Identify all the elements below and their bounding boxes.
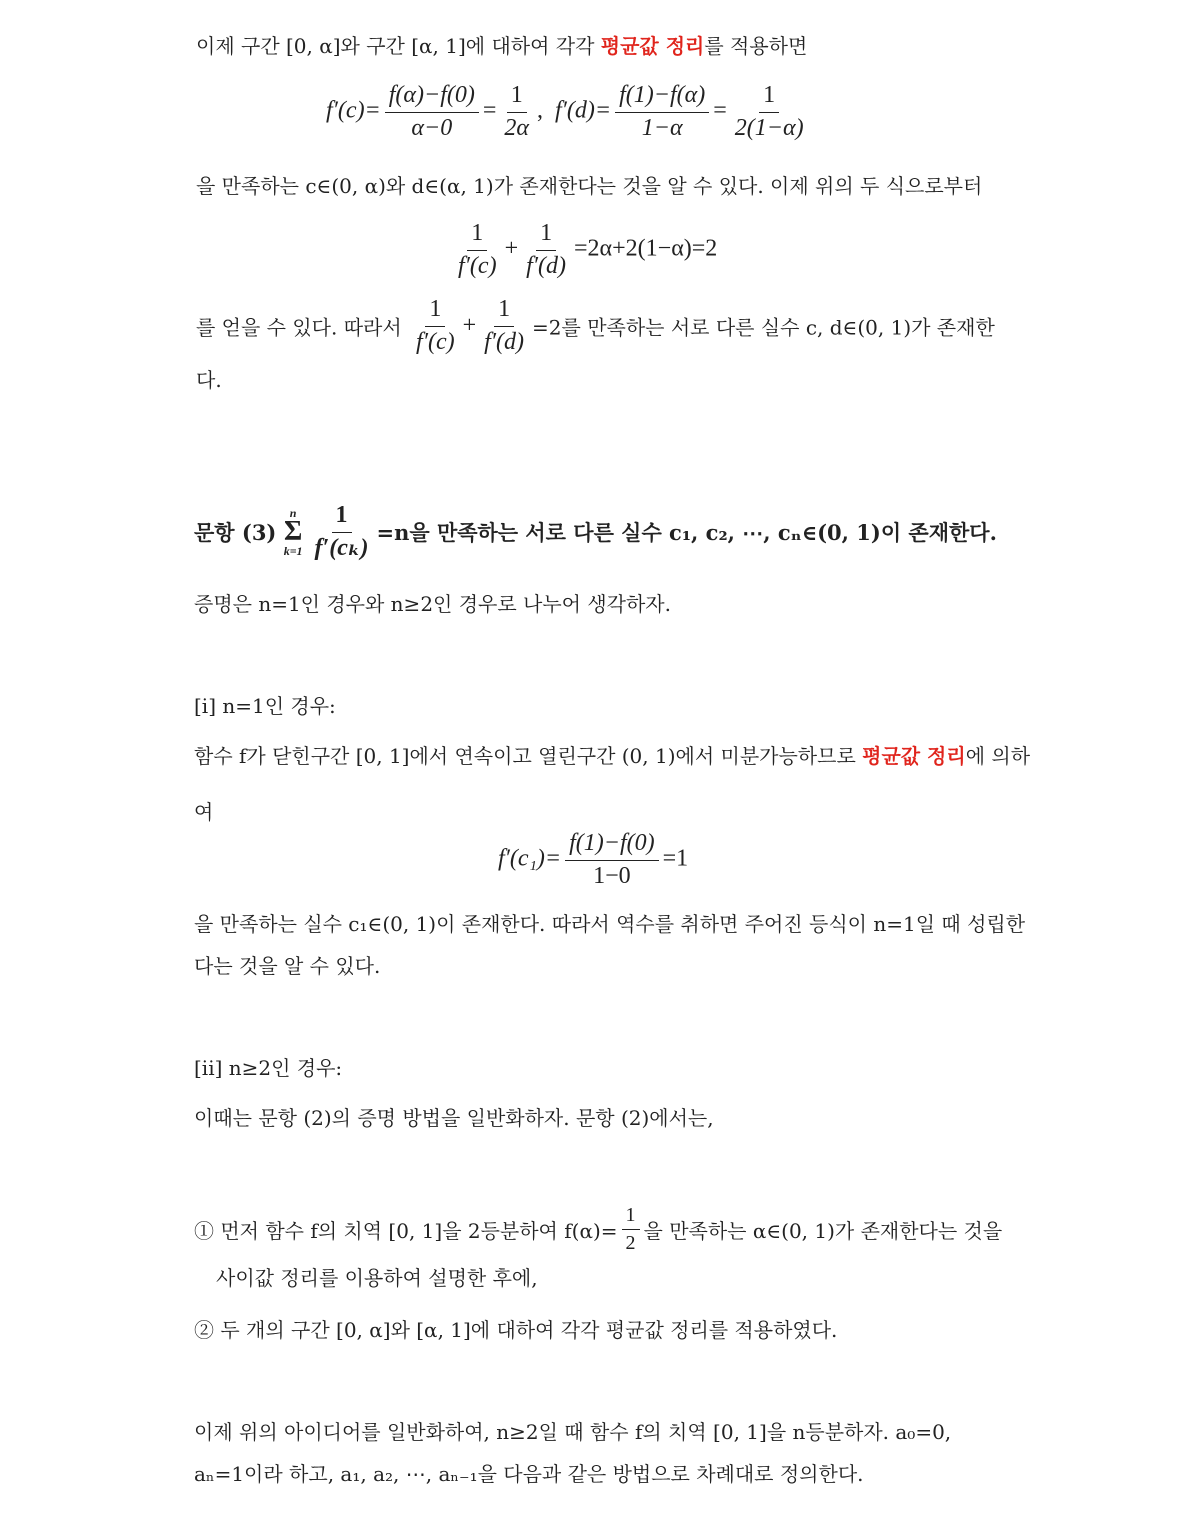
- case-1-after-1: 을 만족하는 실수 c₁∈(0, 1)이 존재한다. 따라서 역수를 취하면 주어진 등식이 n=1일 때 성립한: [194, 912, 1026, 936]
- case-1-line-1: 함수 f가 닫힌구간 [0, 1]에서 연속이고 열린구간 (0, 1)에서 미분가능하므로 평균값 정리에 의하: [194, 744, 1031, 768]
- eq-lhs: f′(d)=: [555, 97, 612, 124]
- text: 이제 구간 [0, α]와 구간 [α, 1]에 대하여 각각: [196, 34, 601, 58]
- case-1-after-2: 다는 것을 알 수 있다.: [194, 954, 381, 978]
- equation-derivatives: f′(c)= $\frac{f(\alpha)-f(0)}{\alpha-0}$ = $\frac{1}{2\alpha}$ , f′(d)= $\frac{f(1)-f(\alpha)}{1-\alpha}$ = $\frac{1}{2(1-\alpha)}$: [326, 82, 812, 142]
- paragraph-mean-value-intro: [196, 30, 807, 59]
- fraction: $\frac{1}{2\alpha}$: [504, 82, 530, 141]
- case-2-final-2: aₙ=1이라 하고, a₁, a₂, ⋯, aₙ₋₁을 다음과 같은 방법으로 차례대로 정의한다.: [194, 1462, 864, 1486]
- fraction: $\frac{1}{f'(d)}$: [526, 220, 567, 279]
- question-3-statement: 문항 (3) n Σ k=1 $\frac{1}{\text{f′(cₖ)}}$ =n을 만족하는 서로 다른 실수 c₁, c₂, ⋯, cₙ∈(0, 1)이 존재한다.: [194, 502, 997, 561]
- paragraph-existence-c-d: 을 만족하는 c∈(0, α)와 d∈(α, 1)가 존재한다는 것을 알 수 있다. 이제 위의 두 식으로부터: [196, 174, 983, 198]
- fraction: $\frac{1}{2(1-\alpha)}$: [734, 82, 804, 141]
- highlight-mean-value-theorem: 평균값 정리: [600, 34, 705, 58]
- fraction: $\frac{1}{f'(d)}$: [484, 296, 525, 355]
- fraction: $\frac{1}{f'(c)}$: [458, 220, 497, 279]
- fraction: $\frac{1}{f'(c)}$: [416, 296, 455, 355]
- eq-lhs: f′(c)=: [326, 97, 381, 124]
- case-2-final-1: 이제 위의 아이디어를 일반화하여, n≥2일 때 함수 f의 치역 [0, 1]을 n등분하자. a₀=0,: [194, 1420, 952, 1444]
- case-2-line-1: 이때는 문항 (2)의 증명 방법을 일반화하자. 문항 (2)에서는,: [194, 1106, 714, 1130]
- fraction: $\frac{f(\alpha)-f(0)}{\alpha-0}$: [385, 82, 479, 142]
- case-2-item-2: ② 두 개의 구간 [0, α]와 [α, 1]에 대하여 각각 평균값 정리를 적용하였다.: [194, 1318, 838, 1342]
- case-1-title: [i] n=1인 경우:: [194, 694, 336, 718]
- fraction: $\frac{1}{\text{f′(cₖ)}}$: [314, 502, 369, 561]
- question-label: 문항 (3): [194, 520, 277, 546]
- fraction: $\frac{1}{2}$: [622, 1204, 640, 1255]
- summation-symbol: n Σ k=1: [283, 505, 303, 559]
- case-2-item-1: ① 먼저 함수 f의 치역 [0, 1]을 2등분하여 f(α)= $\frac{1}{2}$ 을 만족하는 α∈(0, 1)가 존재한다는 것을: [194, 1204, 1003, 1254]
- equation-reciprocal-sum: $\frac{1}{f'(c)}$ + $\frac{1}{f'(d)}$ =2α+2(1−α)=2: [450, 220, 717, 280]
- highlight-mean-value-theorem: 평균값 정리: [862, 744, 966, 768]
- case-2-item-1-cont: 사이값 정리를 이용하여 설명한 후에,: [216, 1266, 538, 1290]
- fraction: $\frac{f(1)-f(\alpha)}{1-\alpha}$: [615, 82, 709, 142]
- case-1-line-2: 여: [194, 800, 214, 824]
- paragraph-conclusion-q2: 를 얻을 수 있다. 따라서 $\frac{1}{f'(c)}$ + $\frac{1}{f'(d)}$ =2를 만족하는 서로 다른 실수 c, d∈(0, 1)가 존재한: [196, 296, 995, 355]
- text: 를 적용하면: [704, 34, 808, 58]
- case-2-title: [ii] n≥2인 경우:: [194, 1056, 343, 1080]
- paragraph-conclusion-cont: 다.: [196, 368, 222, 392]
- paragraph-proof-split: 증명은 n=1인 경우와 n≥2인 경우로 나누어 생각하자.: [194, 592, 671, 616]
- fraction: $\frac{f(1)-f(0)}{1-0}$: [565, 830, 659, 890]
- equation-f-prime-c1: f′(c₁)= $\frac{f(1)-f(0)}{1-0}$ =1: [498, 830, 689, 889]
